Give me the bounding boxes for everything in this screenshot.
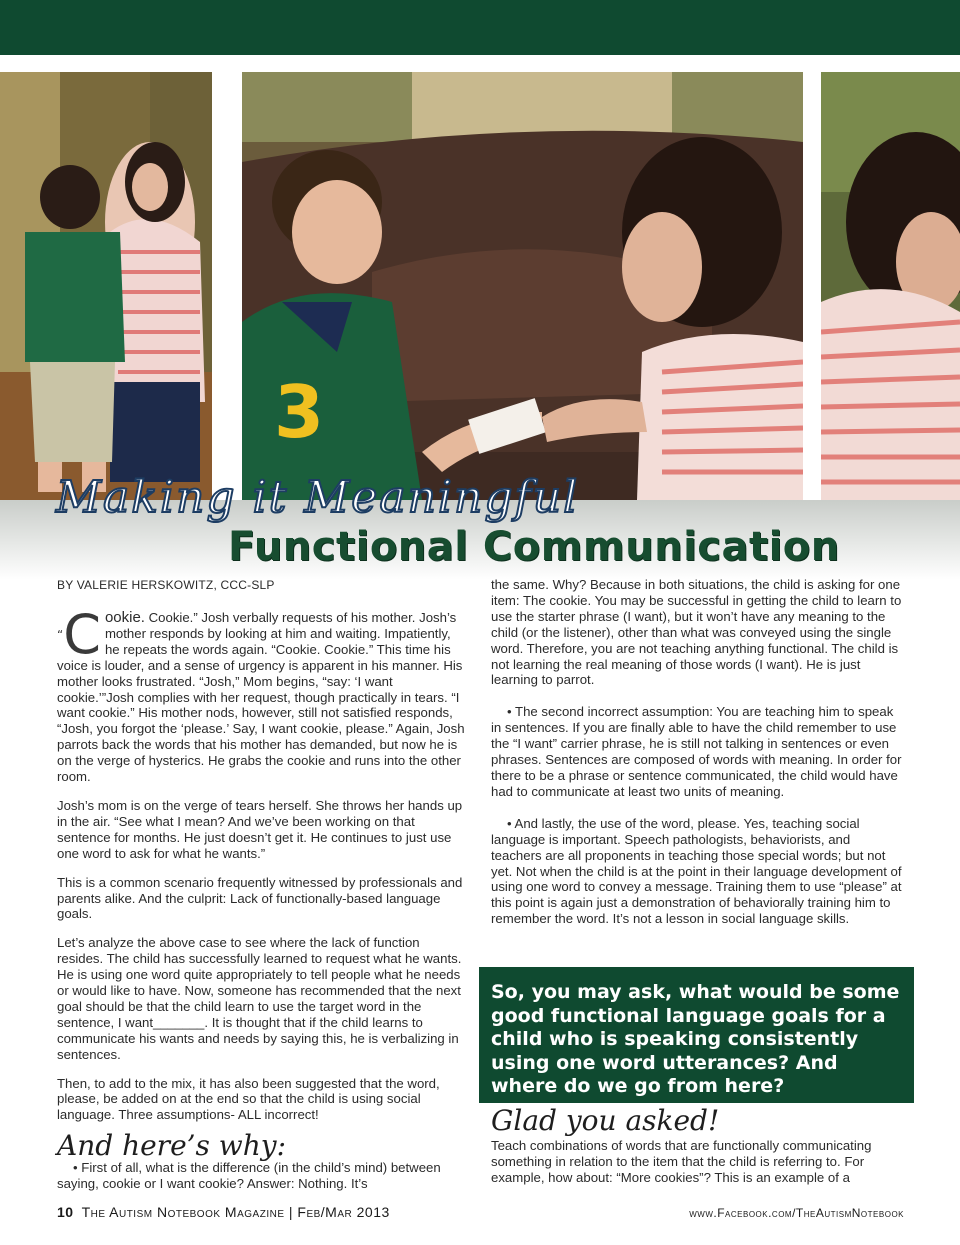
photo-mother-and-boy-standing bbox=[0, 72, 212, 500]
footer-url[interactable]: www.Facebook.com/TheAutismNotebook bbox=[689, 1206, 904, 1220]
footer-magazine bbox=[57, 1204, 390, 1220]
magazine-name: The Autism Notebook Magazine | Feb/Mar 2013 bbox=[81, 1204, 390, 1220]
article-column-left bbox=[57, 603, 467, 1205]
lead-word: ookie. bbox=[104, 609, 145, 626]
subhead-heres-why: And here’s why: bbox=[57, 1129, 287, 1163]
top-banner bbox=[0, 0, 960, 55]
paragraph-1-text: Cookie.” Josh verbally requests of his mother. Josh’s mother responds by looking at him and waiting. Impatiently, he repeats the words again. “Cookie. Cookie.” This time his voice is louder, and a sense of urgency is apparent in his manner. His mother looks frustrated. “Josh,” Mom begins, “say: ‘I want cookie.’”Josh complies with her request, though practically in tears. “I want cookie.” His mother nods, however, still not satisfied responds, “Josh, you forgot the ‘please.’ Say, I want cookie, please.” Again, Josh parrots back the words that his mother has demanded, but now he is on the verge of hysterics. He grabs the cookie and runs into the other room. bbox=[57, 610, 465, 785]
callout-text: So, you may ask, what would be some good functional language goals for a child who is speaking consistently using one word utterances? And where do we go from here? bbox=[491, 981, 900, 1098]
photo-mother-side bbox=[821, 72, 960, 500]
page-number: 10 bbox=[57, 1204, 74, 1220]
page-title: Functional Communication bbox=[228, 524, 840, 570]
paragraph-r4: Teach combinations of words that are functionally communicating something in relation to the item that the child is referring to. For example, how about: “More cookies”? This is an example of a bbox=[491, 1138, 872, 1185]
paragraph-6: • First of all, what is the difference (in the child’s mind) between saying, cookie or I want cookie? Answer: Nothing. It’s bbox=[57, 1160, 441, 1192]
title-script: Making it Meaningful bbox=[56, 472, 580, 523]
callout-box bbox=[479, 967, 914, 1103]
article-column-right bbox=[491, 577, 903, 940]
paragraph-r3: • And lastly, the use of the word, please. Yes, teaching social language is important. Speech pathologists, behaviorists, and teachers are all proponents in teaching those special words; but not yet. Not when the child is at the point in their language development of using one word to convey a message. Training them to use “please” at this point is again just a demonstration of behaviorally training him to remember the word. It’s not a lesson in social language skills. bbox=[491, 815, 902, 927]
photo-mother-and-boy-with-cards bbox=[242, 72, 803, 500]
byline: BY VALERIE HERSKOWITZ, CCC-SLP bbox=[57, 578, 275, 592]
paragraph-2: Josh’s mom is on the verge of tears herself. She throws her hands up in the air. “See what I mean? And we’ve been working on that sentence for months. He just doesn’t get it. He continues to just use one word to ask for what he wants.” bbox=[57, 797, 463, 861]
svg-text:3: 3 bbox=[274, 370, 325, 454]
paragraph-4: Let’s analyze the above case to see where the lack of function resides. The child has successfully learned to request what he wants. He is using one word quite appropriately to tell people what he needs or would like to have. Now, someone has recommended that the next goal should be that the child learn to use the target word in the sentence, I want_______. It is thought that if the child learns to communicate his wants and needs by saying this, he is verbalizing in sentences. bbox=[57, 935, 462, 1062]
paragraph-r1: the same. Why? Because in both situations, the child is asking for one item: The cookie. You may be successful in getting the child to learn to use the starter phrase (I want), but it won’t have any meaning to the child (or the listener), other than what was conveyed using the single word. Therefore, you are not teaching anything functional. The child is not learning the real meaning of those words (I want). He is just learning to parrot. bbox=[491, 577, 902, 688]
paragraph-5: Then, to add to the mix, it has also been suggested that the word, please, be added on at the end so that the child is using social language. Three assumptions- ALL incorrect! bbox=[57, 1075, 440, 1123]
paragraph-r2: • The second incorrect assumption: You are teaching him to speak in sentences. If you are finally able to have the child remember to use the “I want” carrier phrase, he is still not talking in sentences or even phrases. Sentences are composed of words with meaning. In order for there to be a phrase or sentence communicated, the child would have had to communicate at least two units of meaning. bbox=[491, 704, 902, 799]
drop-cap: “C bbox=[57, 603, 101, 666]
paragraph-1 bbox=[57, 603, 467, 785]
subhead-glad-you-asked: Glad you asked! bbox=[491, 1104, 720, 1137]
paragraph-3: This is a common scenario frequently witnessed by professionals and parents alike. And the culprit: Lack of functionally-based language goals. bbox=[57, 874, 463, 922]
